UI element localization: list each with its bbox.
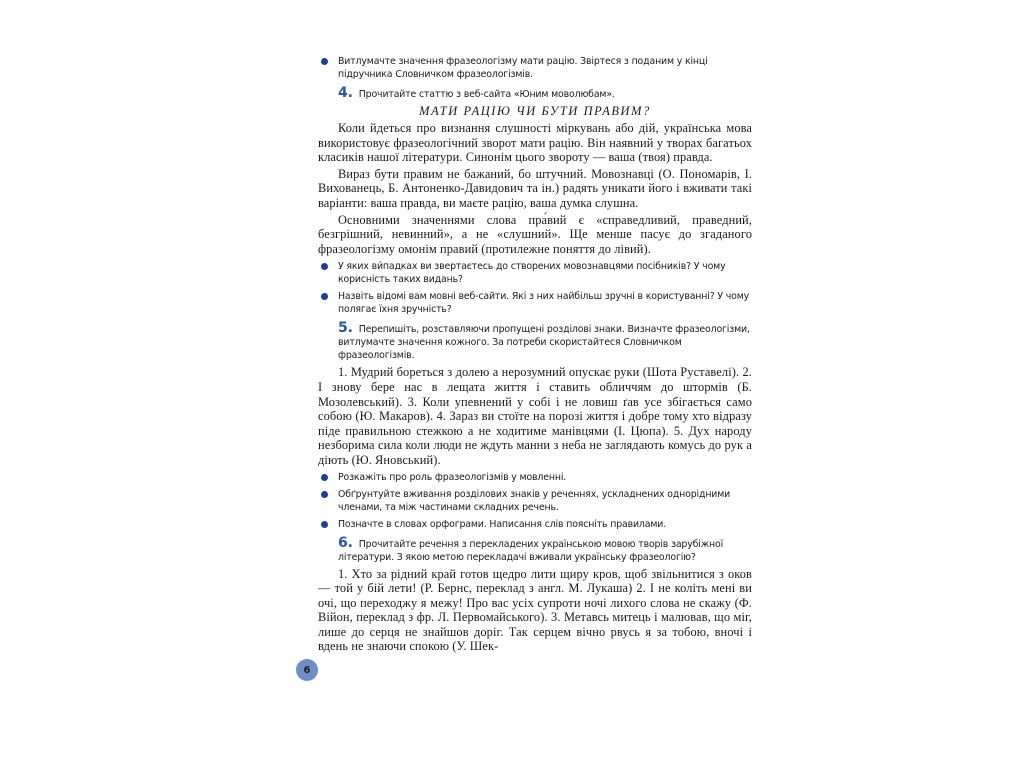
question-text: Розкажіть про роль фразеологізмів у мовленні. — [338, 471, 567, 483]
article-paragraph-1: Коли йдеться про визнання слушності міркувань або дій, українська мова використовує фразеологічний зворот мати рацію. Він наявний у творах багатьох класиків нашої літератури. Синонім цього звороту — ваша (твоя) правда. — [318, 121, 752, 165]
task-text: Прочитайте статтю з веб-сайта «Юним моволюбам». — [358, 89, 615, 100]
article-paragraph-3: Основними значеннями слова пра́вий є «справедливий, праведний, безгрішний, невинний», а не «слушний». Ще менше пасує до згаданого фразеологізму омонім правий (протилежне поняття до лівий). — [318, 212, 752, 256]
article-title: МАТИ РАЦІЮ ЧИ БУТИ ПРАВИМ? — [419, 104, 651, 118]
question-bullet — [318, 488, 752, 514]
question-bullet — [318, 471, 752, 484]
question-text: Обґрунтуйте вживання розділових знаків у реченнях, ускладнених однорідними членами, та між частинами складних речень. — [338, 488, 731, 513]
task-number: 6. — [338, 534, 353, 551]
question-text: Витлумачте значення фразеологізму мати рацію. Звіртеся з поданим у кінці підручника Словничком фразеологізмів. — [338, 56, 708, 80]
bullet-icon — [321, 474, 328, 481]
page-number-badge: 6 — [296, 659, 318, 681]
question-bullet — [318, 260, 752, 286]
bullet-icon — [321, 58, 328, 65]
task-text: Прочитайте речення з перекладених українською мовою творів зарубіжної літератури. З якою метою перекладачі вживали українську фразеологію? — [338, 538, 724, 563]
task-number: 4. — [338, 85, 353, 101]
question-text: Позначте в словах орфограми. Написання слів поясніть правилами. — [338, 518, 667, 530]
bullet-icon — [321, 521, 328, 528]
question-text: Назвіть відомі вам мовні веб-сайти. Які з них найбільш зручні в користуванні? У чому полягає їхня зручність? — [338, 291, 750, 316]
task-5 — [318, 322, 752, 362]
textbook-page — [318, 55, 752, 656]
question-bullet — [318, 55, 752, 81]
bullet-icon — [321, 491, 328, 498]
task-5-exercise-text: 1. Мудрий бореться з долею а нерозумний опускає руки (Шота Руставелі). 2. І знову бере нас в лещата життя і ставить обличчям до штормів (Б. Мозолевський). 3. Коли упевнений у собі і не ловиш ґав усе збігається само собою (Ю. Макаров). 4. Зараз ви стоїте на порозі життя і добре тому хто відразу піде правильною стежкою а не ходитиме манівцями (І. Цюпа). 5. Дух народу незборима сила коли люди не ждуть манни з неба не заглядають комусь до рук а діють (Ю. Яновський). — [318, 365, 752, 467]
question-bullet — [318, 518, 752, 531]
task-4 — [318, 87, 752, 101]
question-text: У яких ви́падках ви звертаєтесь до створених мовознавцями посібників? У чому корисність таких видань? — [338, 261, 726, 286]
question-bullet — [318, 290, 752, 316]
article-paragraph-2: Вираз бути правим не бажаний, бо штучний. Мовознавці (О. Пономарів, І. Вихованець, Б. Антоненко-Давидович та ін.) радять уникати його і вживати такі варіанти: ваша правда, ви маєте рацію, ваша думка слушна. — [318, 166, 752, 210]
task-6 — [318, 534, 752, 564]
task-6-exercise-text: 1. Хто за рідний край готов щедро лити щиру кров, щоб звільнитися з оков — той у бій лети! (Р. Бернс, переклад з англ. М. Лукаша) 2. І не колiть мені ви очі, що переходжу я межу! Про вас усіх супроти ночі лихого слова не скажу (Ф. Війон, переклад з фр. Л. Первомайського). 3. Метавсь митець і малював, що міг, лише до серця не знайшов доріг. Так серцем вічно рвусь я за тобою, вночі і вдень не знаючи спокою (У. Шек- — [318, 566, 752, 654]
bullet-icon — [321, 293, 328, 300]
task-number: 5. — [338, 320, 353, 337]
task-text: Перепишіть, розставляючи пропущені розділові знаки. Визначте фразеологізми, витлумачте значення кожного. За потреби скористайтеся Словничком фразеологізмів. — [338, 324, 750, 362]
bullet-icon — [321, 263, 328, 270]
